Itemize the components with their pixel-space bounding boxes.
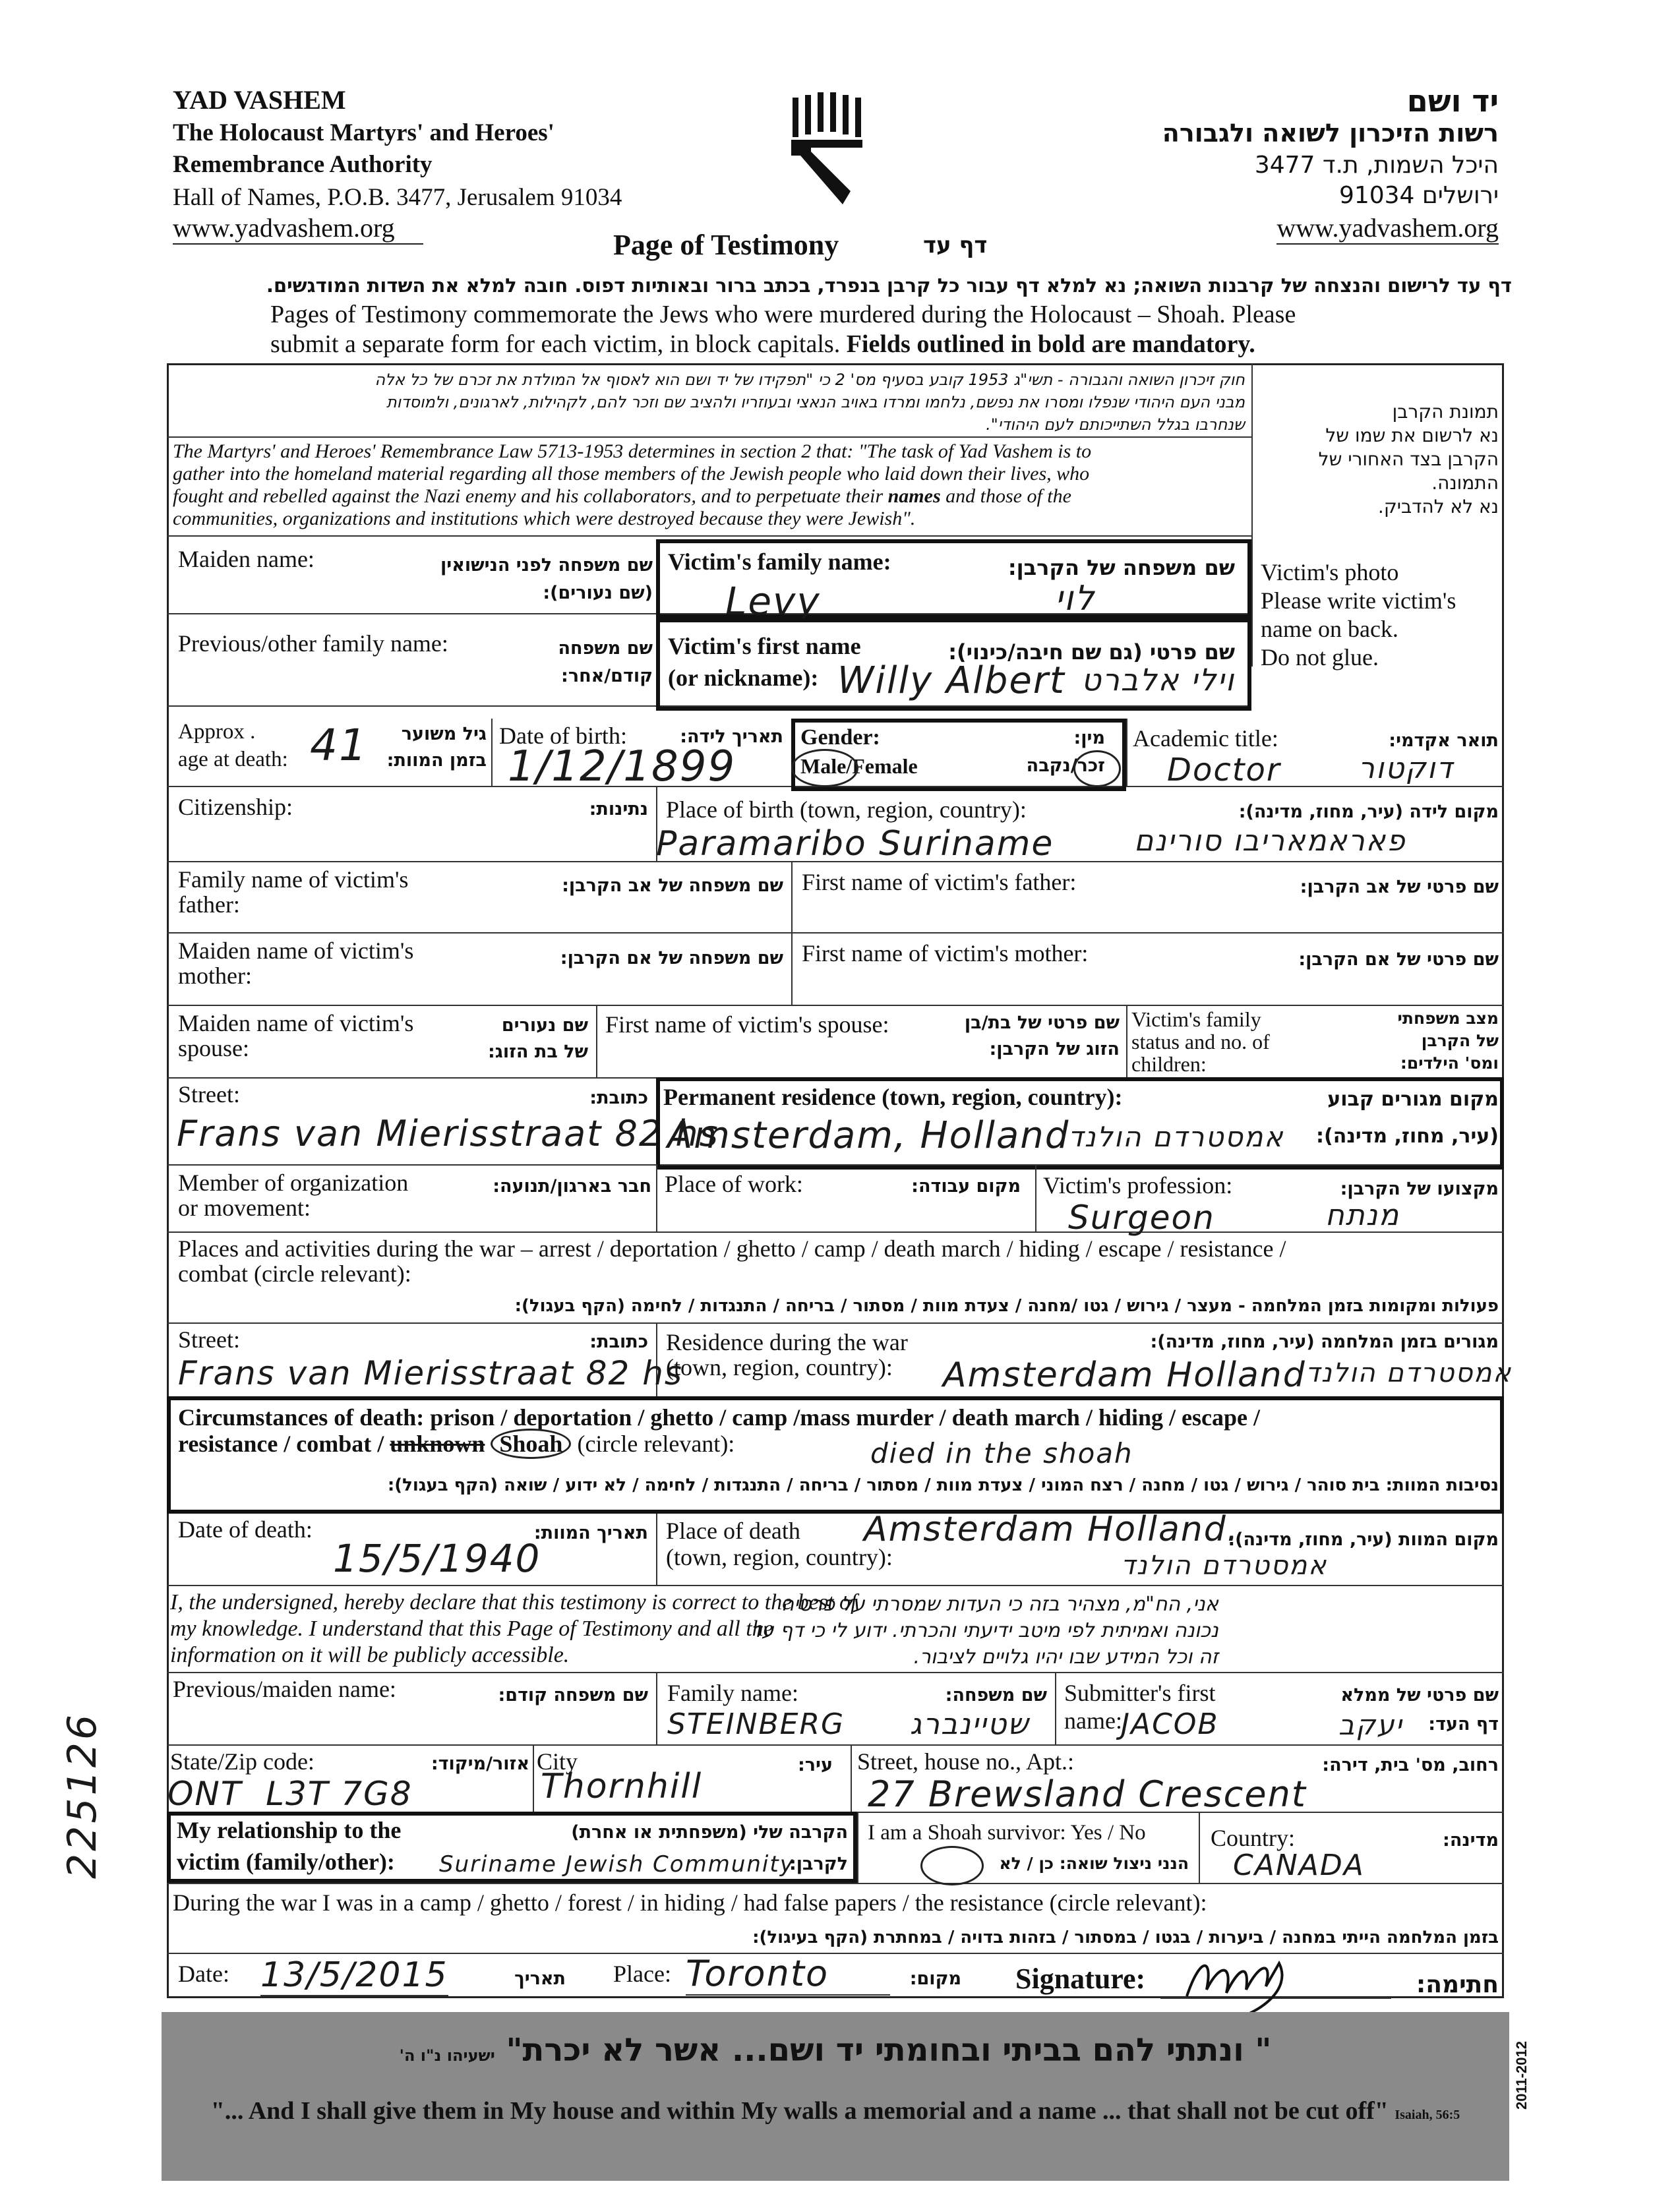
dob-value[interactable]: 1/12/1899 [508,742,736,791]
war-residence-label-1: Residence during the war [666,1329,908,1355]
academic-title-he: תואר אקדמי: [1389,730,1499,751]
photo-he-1: תמונת הקרבן [1392,401,1499,423]
date-label: Date: [178,1961,229,1987]
place-of-work-he: מקום עבודה: [911,1176,1021,1197]
academic-title-value[interactable]: Doctor [1167,752,1281,788]
mother-first-label: First name of victim's mother: [802,940,1089,966]
gender-he-male-circle [1073,750,1121,787]
submitter-first-he-2: דף העד: [1428,1714,1499,1734]
father-family-label-1: Family name of victim's [178,866,409,893]
row-line [167,1585,1504,1586]
citizenship-label: Citizenship: [178,794,293,820]
photo-he-4: התמונה. [1431,472,1499,494]
row-line [167,1744,1504,1746]
submitter-first-label-2: name: [1064,1707,1122,1734]
circumstances-label-1: Circumstances of death: prison / deportation / ghetto / camp /mass murder / death march / hiding / escape / [178,1404,1260,1431]
photo-divider [1251,363,1253,667]
citizenship-he: נתינות: [589,799,648,819]
spouse-maiden-label-1: Maiden name of victim's [178,1010,414,1036]
photo-he-2: נא לרשום את שמו של [1325,425,1499,446]
profession-label: Victim's profession: [1043,1172,1233,1199]
col-line [1055,1672,1056,1744]
place-of-death-label-1: Place of death [666,1518,800,1544]
organization-label-1: Member of organization [178,1170,409,1196]
circumstances-he: נסיבות המוות: בית סוהר / גירוש / גטו / מחנה / רצח המוני / צעדת מוות / מסתור / בריחה / התנגדות / לחימה / לא ידוע / שואה (הקף בעגול): [387,1475,1499,1495]
family-name-he: שם משפחה של הקרבן: [1007,555,1235,580]
family-name-value[interactable]: Levy [725,579,821,624]
declaration-en-3: information on it will be publicly accessible. [170,1643,570,1667]
margin-id-number: 225126 [59,1711,105,1879]
family-status-label-3: children: [1131,1052,1207,1076]
col-line [851,1744,852,1812]
col-line [791,861,793,1005]
submitter-family-value[interactable]: STEINBERG [667,1707,845,1741]
date-of-death-he: תאריך המוות: [533,1523,648,1543]
spouse-maiden-he-2: של בת הזוג: [487,1042,588,1062]
profession-value-he[interactable]: מנתח [1325,1199,1400,1232]
age-he-1: גיל משוער [401,724,487,744]
margin-year-code: 2011-2012 [1513,2041,1530,2110]
family-name-label: Victim's family name: [668,548,891,575]
place-of-birth-value[interactable]: Paramaribo Suriname [656,824,1054,864]
date-value[interactable]: 13/5/2015 [260,1955,448,1995]
city-value[interactable]: Thornhill [541,1767,703,1806]
he-city: ירושלים 91034 [1338,182,1499,209]
relationship-he-1: הקרבה שלי (משפחתית או אחרת) [571,1822,848,1843]
row-line [167,1322,1504,1324]
org-name: YAD VASHEM [173,85,346,115]
row-line [167,1883,1504,1884]
place-of-death-he: מקום המוות (עיר, מחוז, מדינה): [1228,1529,1499,1550]
first-name-value-he[interactable]: וילי אלברט [1081,662,1236,697]
intro-en-line1: Pages of Testimony commemorate the Jews who were murdered during the Holocaust – Shoah. Please [270,301,1296,328]
age-label-2: age at death: [178,748,288,771]
photo-en-1: Victim's photo [1261,559,1399,585]
address: Hall of Names, P.O.B. 3477, Jerusalem 91034 [173,184,622,211]
first-name-value[interactable]: Willy Albert [837,659,1065,702]
place-of-death-value-he[interactable]: אמסטרדם הולנד [1121,1551,1328,1581]
place-of-death-label-2: (town, region, country): [666,1544,893,1570]
address-he: רחוב, מס' בית, דירה: [1322,1755,1499,1775]
dob-he: תאריך לידה: [680,726,783,747]
city-label: City [537,1748,578,1775]
circumstances-label-2b: (circle relevant): [577,1431,735,1457]
row-line [167,1231,1504,1233]
father-first-he: שם פרטי של אב הקרבן: [1300,877,1499,897]
during-war-he: בזמן המלחמה הייתי במחנה / ביערות / בגטו / במסתור / בזהות בדויה / במחתרת (הקף בעיגול): [752,1928,1499,1947]
place-of-birth-value-he[interactable]: פאראמאריבו סורינם [1134,824,1406,858]
col-line [1126,1005,1127,1077]
declaration-he-2: נכונה ואמיתית לפי מיטב ידיעתי והכרתי. ידוע לי כי דף עד [750,1619,1218,1642]
submitter-first-value-he[interactable]: יעקב [1338,1709,1403,1741]
street-he: כתובת: [589,1088,648,1108]
col-line [1035,1164,1036,1231]
family-status-label-1: Victim's family [1131,1007,1261,1031]
zip-label: State/Zip code: [170,1748,315,1775]
street-label: Street: [178,1081,240,1108]
age-he-2: בזמן המוות: [386,750,487,771]
place-of-birth-label: Place of birth (town, region, country): [666,796,1027,823]
family-status-he-2: של הקרבן [1421,1031,1499,1050]
street-value[interactable]: Frans van Mierisstraat 82 hs [177,1113,719,1154]
spouse-first-label: First name of victim's spouse: [605,1011,889,1038]
submitter-prev-label: Previous/maiden name: [173,1676,396,1702]
permanent-residence-label: Permanent residence (town, region, country): [663,1084,1123,1110]
declaration-he-3: זה וכל המידע שבו יהיו גלויים לציבור. [913,1646,1218,1669]
relationship-he-2: לקרבן: [789,1854,848,1874]
submitter-first-he-1: שם פרטי של ממלא [1340,1685,1499,1705]
col-line [596,1005,597,1077]
place-value[interactable]: Toronto [686,1953,890,1996]
signature-he: חתימה: [1416,1971,1499,1998]
submitter-prev-he: שם משפחה קודם: [498,1685,648,1705]
age-label-1: Approx . [178,720,256,744]
war-places-he: פעולות ומקומות בזמן המלחמה - מעצר / גירוש / גטו /מחנה / צעדת מוות / מסתור / בריחה / התנגדות / לחימה (הקף בעגול): [514,1296,1499,1316]
gender-label: Gender: [800,725,880,750]
profession-he: מקצועו של הקרבן: [1340,1179,1499,1199]
place-he: מקום: [909,1969,961,1989]
mother-maiden-label-1: Maiden name of victim's [178,937,414,964]
footer-en-quote [162,2096,1509,2125]
zip-he: אזור/מיקוד: [431,1754,529,1774]
submitter-first-label-1: Submitter's first [1064,1680,1216,1706]
circumstances-label-2 [178,1432,735,1457]
he-hall: היכל השמות, ת.ד 3477 [1254,152,1499,179]
family-status-he-3: ומס' הילדים: [1400,1053,1499,1073]
date-he: תאריך [514,1969,566,1989]
col-line [656,1672,657,1744]
yad-vashem-logo [785,92,870,211]
relationship-label-2: victim (family/other): [177,1849,395,1875]
mother-maiden-label-2: mother: [178,963,252,989]
gender-options[interactable]: Male/Female [800,754,918,778]
survivor-he: הנני ניצול שואה: כן / לא [999,1854,1189,1873]
father-first-label: First name of victim's father: [802,869,1077,895]
first-name-label-2: (or nickname): [668,665,819,691]
circumstances-shoah[interactable]: Shoah [491,1429,571,1459]
permanent-residence-value[interactable]: Amsterdam, Holland [667,1114,1070,1157]
law-he-line3: שנחרבו בגלל השתייכותם לעם היהודי". [986,415,1245,434]
he-website: www.yadvashem.org [1276,212,1499,245]
he-authority: רשות הזיכרון לשואה ולגבורה [1162,119,1499,148]
intro-he: דף עד לרישום והנצחה של קרבנות השואה; נא למלא דף עבור כל קרבן בנפרד, בכתב ברור ובאותיות דפוס. חובה למלא את השדות המודגשים. [266,274,1512,297]
declaration-en-2: my knowledge. I understand that this Page of Testimony and all the [170,1616,773,1641]
row-line [167,1005,1504,1006]
footer-he-source: ישעיהו נ"ו ה' [399,2046,495,2065]
dob-label: Date of birth: [499,723,627,749]
col-line [656,1164,657,1231]
row-line [167,932,1504,934]
age-value[interactable]: 41 [310,720,368,771]
spouse-first-he-2: הזוג של הקרבן: [989,1039,1120,1059]
war-residence-value[interactable]: Amsterdam Holland [943,1355,1306,1395]
form-title-he: דף עד [923,232,988,258]
zip-value[interactable]: ONT L3T 7G8 [167,1775,413,1813]
website: www.yadvashem.org [173,212,423,245]
profession-value[interactable]: Surgeon [1068,1199,1215,1237]
footer-en-quote-text: "... And I shall give them in My house and within My walls a memorial and a name ... that shall not be cut off" [210,2097,1389,2125]
war-residence-value-he[interactable]: אמסטרדם הולנד [1305,1358,1513,1388]
relationship-label-1: My relationship to the [177,1817,402,1843]
photo-he-5: נא לא להדביק. [1377,496,1499,518]
country-value[interactable]: CANADA [1233,1849,1365,1882]
col-line [533,1744,534,1812]
family-status-he-1: מצב משפחתי [1397,1009,1499,1028]
permanent-residence-he-2: (עיר, מחוז, מדינה): [1316,1125,1499,1148]
academic-title-label: Academic title: [1133,725,1278,752]
law-en-line3-names: names [887,485,941,507]
place-label: Place: [613,1961,671,1987]
place-of-death-value[interactable]: Amsterdam Holland. [864,1510,1240,1549]
city-he: עיר: [798,1755,833,1775]
permanent-residence-value-he[interactable]: אמסטרדם הולנד [1068,1121,1284,1153]
circumstances-value[interactable]: died in the shoah [870,1437,1133,1469]
law-divider [167,436,1251,438]
photo-he-3: הקרבן בצד האחורי של [1318,448,1499,470]
law-en-line4: communities, organizations and institutions which were destroyed because they were Jewish". [173,508,916,529]
law-en-line1: The Martyrs' and Heroes' Remembrance Law 5713-1953 determines in section 2 that: "The task of Yad Vashem is to [173,440,1092,462]
declaration-he-1: אני, הח"מ, מצהיר בזה כי העדות שמסרתי על פרטיה [781,1593,1218,1616]
organization-label-2: or movement: [178,1195,311,1221]
prev-family-he-1: שם משפחה [558,638,653,659]
family-name-value-he[interactable]: לוי [1055,579,1096,618]
address-label: Street, house no., Apt.: [857,1748,1074,1775]
photo-en-2: Please write victim's [1261,587,1456,614]
place-of-birth-he: מקום לידה (עיר, מחוז, מדינה): [1238,802,1499,822]
intro-en-line2 [270,330,1255,359]
submitter-family-label: Family name: [667,1680,798,1706]
country-he: מדינה: [1443,1830,1499,1851]
permanent-residence-he-1: מקום מגורים קבוע [1327,1088,1499,1111]
he-org-name: יד ושם [1406,83,1499,119]
authority-line2: Remembrance Authority [173,151,433,178]
date-of-death-value[interactable]: 15/5/1940 [333,1536,541,1581]
col-line [1199,1812,1200,1883]
maiden-name-he-2: (שם נעורים): [543,583,653,603]
mother-first-he: שם פרטי של אם הקרבן: [1298,949,1499,970]
col-line [1126,719,1127,786]
war-places-label-2: combat (circle relevant): [178,1260,411,1287]
prev-family-he-2: קודם/אחר: [561,666,653,686]
gender-he-options: זכר/נקבה [1026,756,1105,776]
signature-label: Signature: [1015,1963,1146,1995]
mother-maiden-he: שם משפחה של אם הקרבן: [560,948,783,968]
law-en-line3 [173,485,1071,508]
place-of-work-label: Place of work: [665,1171,803,1197]
prev-family-label: Previous/other family name: [178,630,448,657]
date-of-death-label: Date of death: [178,1516,313,1543]
academic-title-value-he[interactable]: דוקטור [1358,752,1454,785]
law-en-line2: gather into the homeland material regarding all those members of the Jewish people who laid down their lives, who [173,463,1090,485]
col-line [656,1514,657,1585]
intro-en-line2-b: Fields outlined in bold are mandatory. [846,330,1255,358]
form-title: Page of Testimony [613,229,839,261]
footer-he-quote-text: " ונתתי להם בביתי ובחומתי יד ושם... אשר לא יכרת" [506,2032,1272,2069]
submitter-family-he: שם משפחה: [945,1685,1047,1705]
law-he-line1: חוק זיכרון השואה והגבורה - תשי"ג 1953 קובע בסעיף מס' 2 כי "תפקידו של יד ושם הוא לאסוף אל המולדת את זכרם של כל אלה [375,371,1245,389]
war-street-value[interactable]: Frans van Mierisstraat 82 hs [178,1354,683,1392]
law-en-line3-a: fought and rebelled against the Nazi enemy and his collaborators, and to perpetuate their [173,485,884,507]
father-family-he: שם משפחה של אב הקרבן: [562,875,783,896]
war-street-he: כתובת: [589,1332,648,1352]
organization-he: חבר בארגון/תנועה: [493,1176,651,1197]
footer-he-quote [162,2032,1509,2069]
declaration-en-1: I, the undersigned, hereby declare that this testimony is correct to the best of [170,1590,857,1615]
first-name-he: שם פרטי (גם שם חיבה/כינוי): [948,639,1235,665]
law-he-line2: מבני העם היהודי שנפלו ומסרו את נפשם, נלחמו ומרדו באויב הנאצי ובעוזריו ולהציב שם וזכר להם, לקהילות, לארגונים, ולמוסדות [386,393,1245,411]
row-line [167,1672,1504,1673]
submitter-first-value[interactable]: JACOB [1121,1707,1219,1741]
footer-en-source: Isaiah, 56:5 [1395,2108,1460,2122]
spouse-maiden-he-1: שם נעורים [501,1015,588,1036]
during-war-label: During the war I was in a camp / ghetto / forest / in hiding / had false papers / the resistance (circle relevant): [173,1889,1207,1916]
authority-line1: The Holocaust Martyrs' and Heroes' [173,119,555,146]
address-value[interactable]: 27 Brewsland Crescent [868,1773,1307,1815]
circumstances-unknown[interactable]: unknown [390,1431,485,1457]
spouse-maiden-label-2: spouse: [178,1035,249,1061]
war-residence-he: מגורים בזמן המלחמה (עיר, מחוז, מדינה): [1150,1332,1499,1352]
maiden-name-he-1: שם משפחה לפני הנישואין [440,555,653,576]
photo-en-3: name on back. [1261,616,1398,642]
col-line [491,719,493,786]
circumstances-label-2a: resistance / combat / [178,1431,384,1457]
country-label: Country: [1211,1825,1296,1851]
war-residence-label-2: (town, region, country): [666,1354,893,1380]
law-bottom-line [167,535,1251,537]
intro-en-line2-a: submit a separate form for each victim, in block capitals. [270,330,841,358]
col-line [857,1812,858,1883]
submitter-family-value-he[interactable]: שטיינברג [910,1707,1030,1741]
first-name-label-1: Victim's first name [668,633,861,659]
relationship-value[interactable]: Suriname Jewish Community [439,1851,795,1878]
survivor-label: I am a Shoah survivor: Yes / No [868,1821,1146,1845]
photo-en-4: Do not glue. [1261,644,1379,670]
spouse-first-he-1: שם פרטי של בת/בן [964,1013,1120,1033]
survivor-no-circle [920,1846,984,1885]
maiden-name-label: Maiden name: [178,546,315,572]
family-status-label-2: status and no. of [1131,1030,1270,1053]
law-en-line3-c: and those of the [945,485,1071,507]
gender-he: מין: [1073,728,1105,748]
war-places-label-1: Places and activities during the war – arrest / deportation / ghetto / camp / death march / hiding / escape / resistance / [178,1235,1286,1262]
gender-male-circle [791,749,858,787]
father-family-label-2: father: [178,891,240,918]
war-street-label: Street: [178,1326,240,1353]
